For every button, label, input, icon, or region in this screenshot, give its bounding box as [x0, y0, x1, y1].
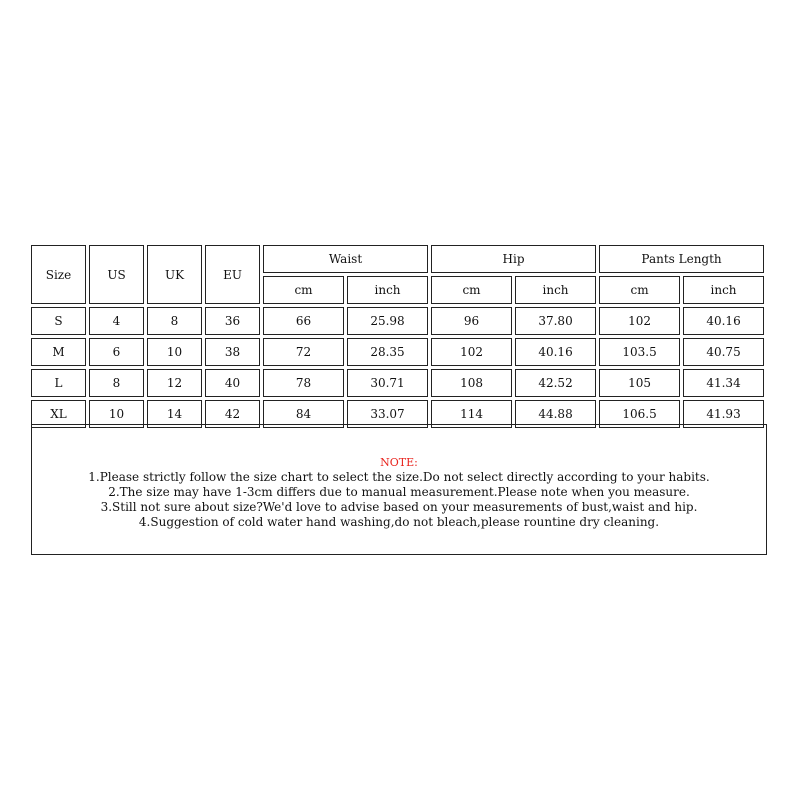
header-waist-inch: inch: [347, 276, 428, 304]
header-hip-cm: cm: [431, 276, 512, 304]
table-cell: 40.75: [683, 338, 764, 366]
table-cell: M: [31, 338, 86, 366]
header-uk: UK: [147, 245, 202, 304]
note-line-4: 4.Suggestion of cold water hand washing,do not bleach,please rountine dry cleaning.: [138, 515, 660, 529]
size-table: [28, 242, 767, 431]
table-cell: 108: [431, 369, 512, 397]
table-cell: 78: [263, 369, 344, 397]
header-pants-inch: inch: [683, 276, 764, 304]
header-us: US: [89, 245, 144, 304]
table-cell: 8: [89, 369, 144, 397]
table-cell: 14: [147, 400, 202, 428]
table-cell: 30.71: [347, 369, 428, 397]
table-cell: 10: [147, 338, 202, 366]
header-pants-length: Pants Length: [599, 245, 764, 273]
table-cell: 105: [599, 369, 680, 397]
table-cell: 41.93: [683, 400, 764, 428]
table-cell: 84: [263, 400, 344, 428]
table-row: [31, 369, 764, 397]
table-cell: 38: [205, 338, 260, 366]
header-waist-cm: cm: [263, 276, 344, 304]
table-cell: L: [31, 369, 86, 397]
table-cell: 42: [205, 400, 260, 428]
table-cell: 37.80: [515, 307, 596, 335]
table-cell: 28.35: [347, 338, 428, 366]
table-cell: 6: [89, 338, 144, 366]
table-cell: 40.16: [683, 307, 764, 335]
note-title: NOTE:: [380, 456, 418, 469]
notes-box: [31, 424, 767, 555]
table-cell: 103.5: [599, 338, 680, 366]
table-row: [31, 307, 764, 335]
header-waist: Waist: [263, 245, 428, 273]
header-pants-cm: cm: [599, 276, 680, 304]
table-cell: 40: [205, 369, 260, 397]
table-cell: 42.52: [515, 369, 596, 397]
table-cell: 106.5: [599, 400, 680, 428]
table-cell: 4: [89, 307, 144, 335]
table-cell: S: [31, 307, 86, 335]
note-line-2: 2.The size may have 1-3cm differs due to manual measurement.Please note when you measure.: [108, 485, 690, 499]
table-cell: 96: [431, 307, 512, 335]
table-cell: 114: [431, 400, 512, 428]
header-size: Size: [31, 245, 86, 304]
note-line-3: 3.Still not sure about size?We'd love to advise based on your measurements of bust,waist and hip.: [100, 500, 698, 514]
table-cell: 12: [147, 369, 202, 397]
header-row-1: [31, 245, 764, 273]
table-row: [31, 338, 764, 366]
table-cell: 72: [263, 338, 344, 366]
header-hip-inch: inch: [515, 276, 596, 304]
table-cell: 36: [205, 307, 260, 335]
table-cell: 66: [263, 307, 344, 335]
table-cell: 102: [431, 338, 512, 366]
note-line-1: 1.Please strictly follow the size chart to select the size.Do not select directly according to your habits.: [88, 470, 710, 484]
table-cell: 102: [599, 307, 680, 335]
table-cell: XL: [31, 400, 86, 428]
table-cell: 8: [147, 307, 202, 335]
table-cell: 44.88: [515, 400, 596, 428]
header-hip: Hip: [431, 245, 596, 273]
table-cell: 40.16: [515, 338, 596, 366]
size-chart: [31, 242, 769, 431]
table-cell: 25.98: [347, 307, 428, 335]
table-cell: 41.34: [683, 369, 764, 397]
table-cell: 10: [89, 400, 144, 428]
header-eu: EU: [205, 245, 260, 304]
table-cell: 33.07: [347, 400, 428, 428]
